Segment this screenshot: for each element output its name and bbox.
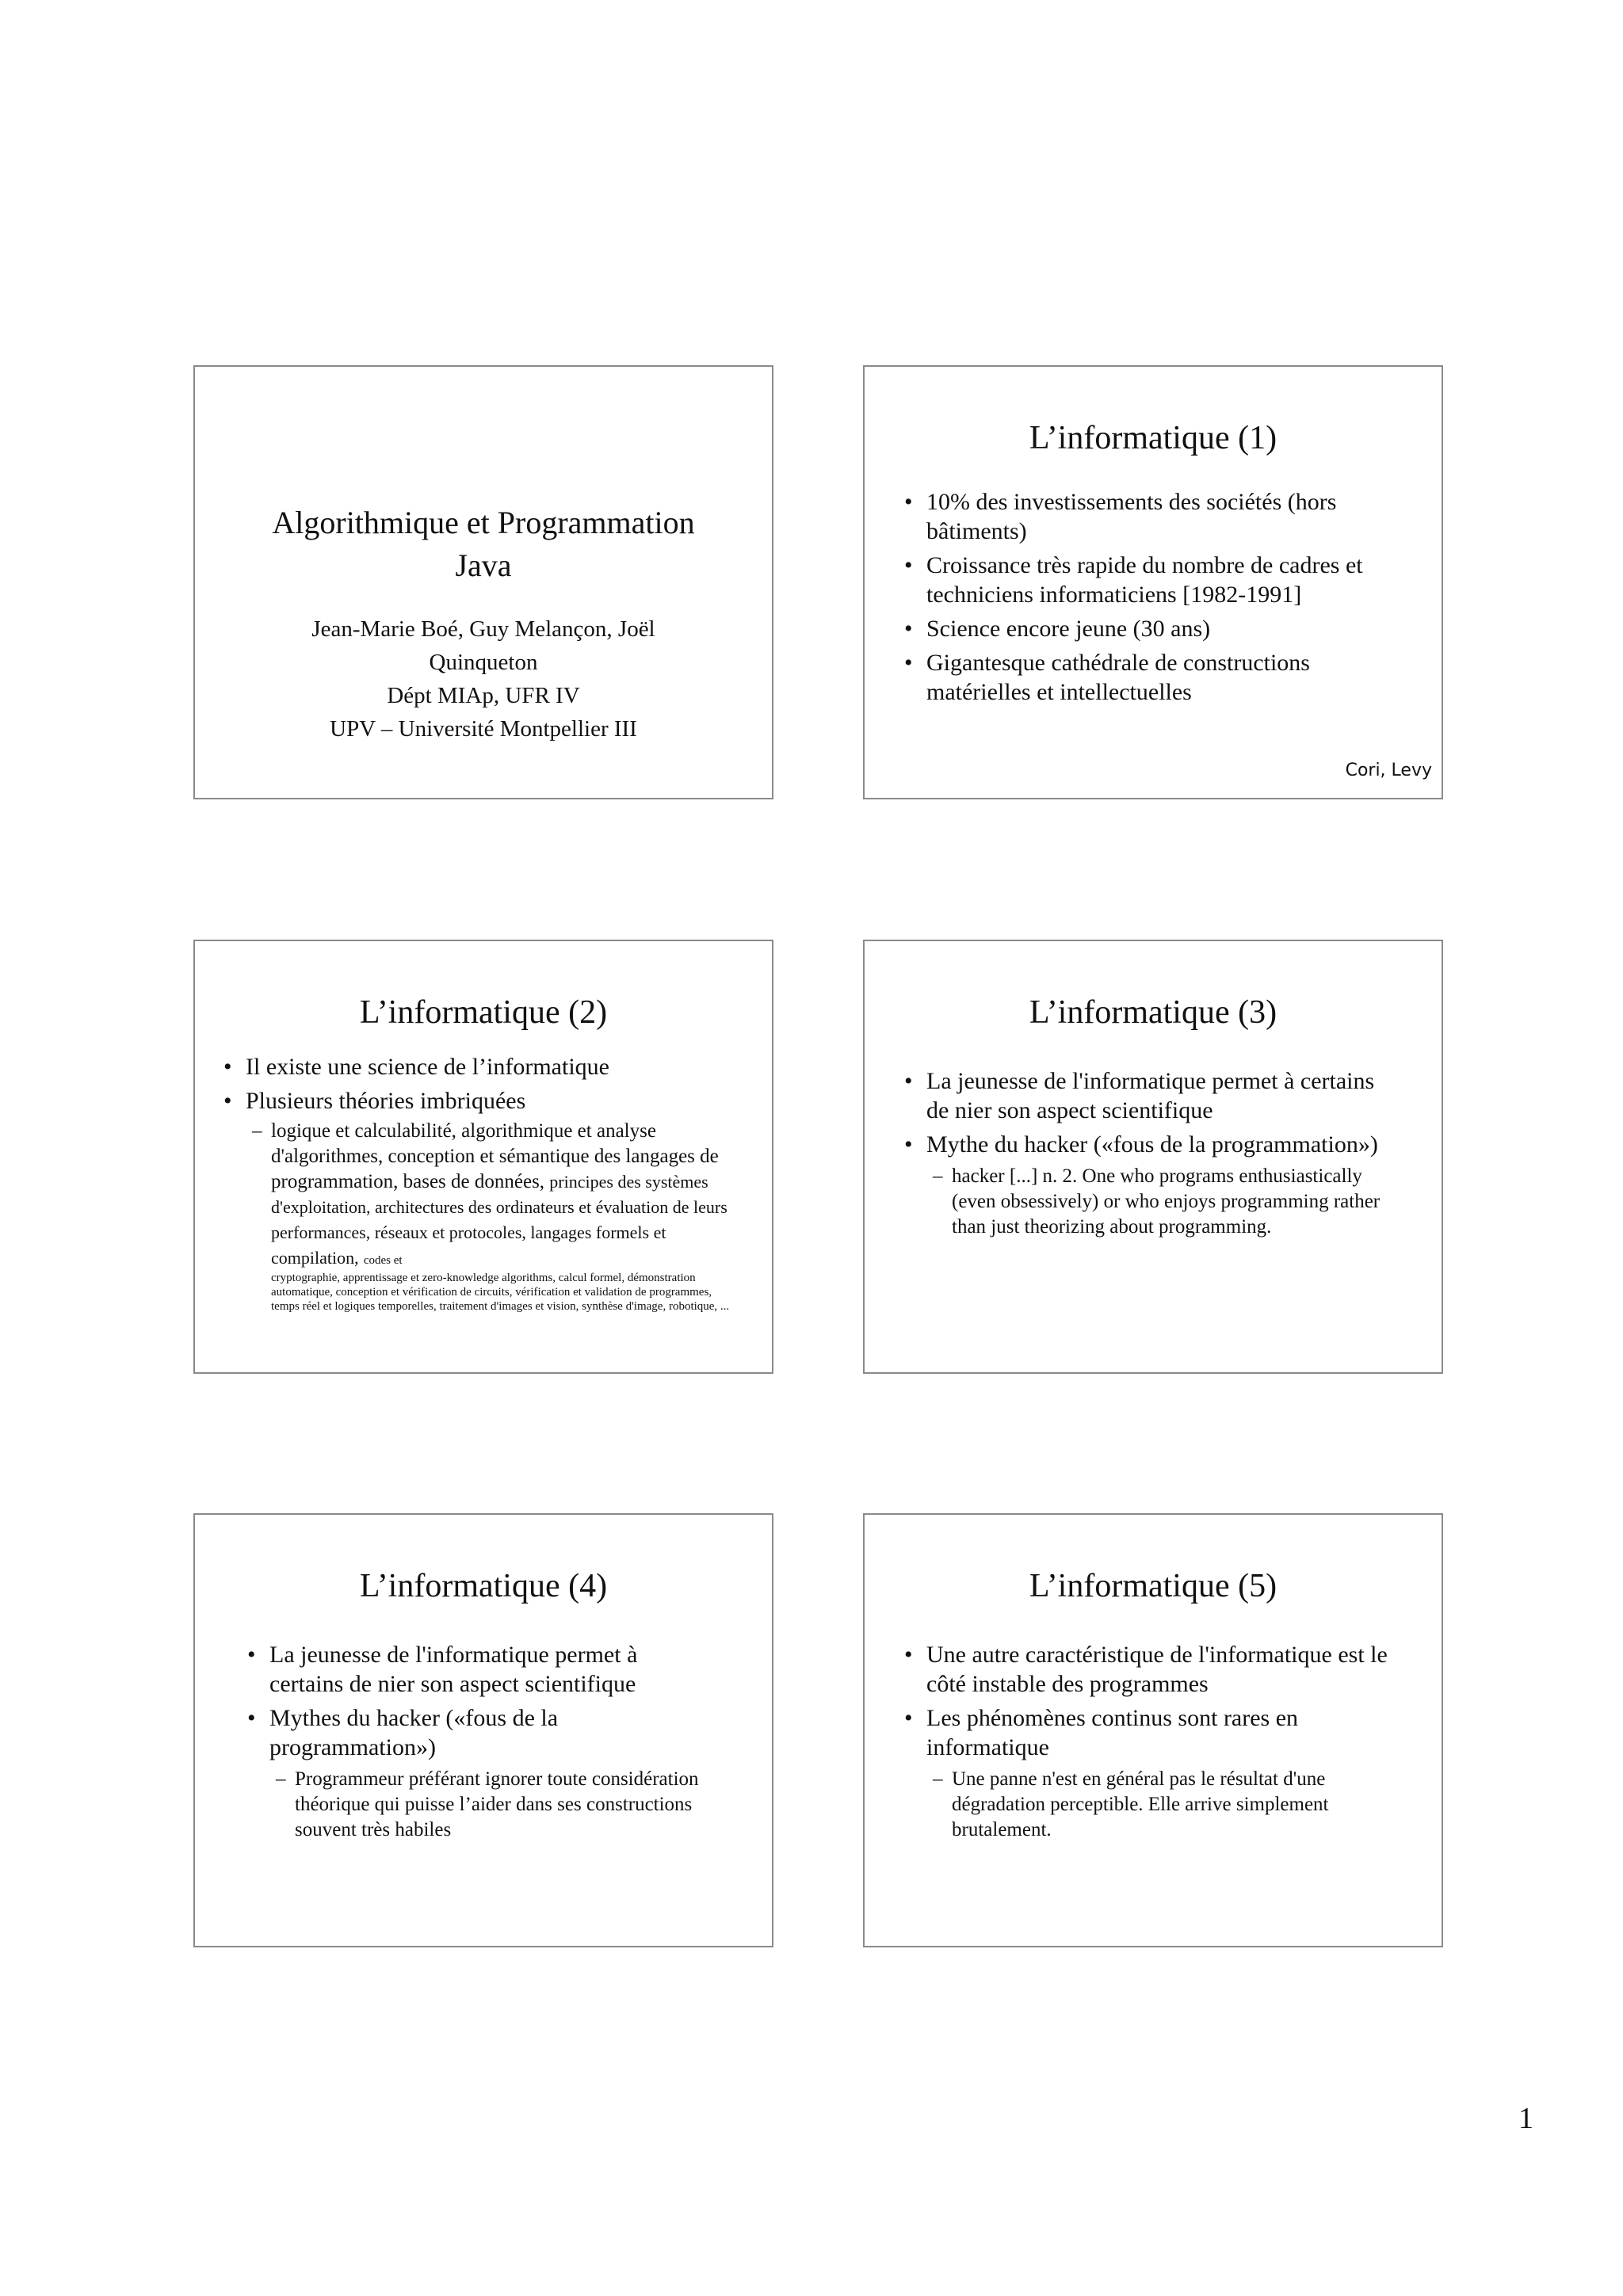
- bullet: • 10% des investissements des sociétés (hors bâtiments): [904, 487, 1402, 546]
- bullet: • Il existe une science de l’informatique: [223, 1052, 740, 1081]
- slide-title: L’informatique (5): [1029, 1568, 1277, 1604]
- slide-informatique-4: [193, 1513, 773, 1947]
- slide-informatique-3: [863, 940, 1443, 1374]
- slide-title: L’informatique (1): [1029, 420, 1277, 456]
- bullet: • La jeunesse de l'informatique permet à certains de nier son aspect scientifique: [904, 1066, 1402, 1125]
- theories-main: logique et calculabilité, algorithmique et analyse d'algorithmes, conception et sémantique des langages de programmation, bases de données,: [271, 1120, 719, 1192]
- slide-body: [904, 1640, 1402, 1848]
- university: UPV – Université Montpellier III: [330, 716, 637, 742]
- sub-bullet: – Une panne n'est en général pas le résultat d'une dégradation perceptible. Elle arrive simplement brutalement.: [926, 1767, 1402, 1843]
- bullet: • Plusieurs théories imbriquées – logique et calculabilité, algorithmique et analyse d'algorithmes, conception et sémantique des langages de programmation, bases de données, principes des systèmes d'exploitation, architectures des ordinateurs et évaluation de leurs performances, réseaux et protocoles, langages formels et compilation, codes et cryptographie, apprentissage et zero-knowledge algorithms, calcul formel, démonstration automatique, conception et vérification de circuits, vérification et validation de programmes, temps réel et logiques temporelles, traitement d'images et vision, synthèse d'image, robotique, ...: [223, 1086, 740, 1314]
- theories-mid: principes des systèmes d'exploitation, architectures des ordinateurs et évaluation de leurs performances, réseaux et protocoles, langages formels et compilation,: [271, 1172, 727, 1268]
- sub-bullet: – Programmeur préférant ignorer toute considération théorique qui puisse l’aider dans ses constructions souvent très habiles: [269, 1767, 716, 1843]
- sub-bullet: [246, 1119, 740, 1314]
- sub-bullet: – hacker [...] n. 2. One who programs enthusiastically (even obsessively) or who enjoys programming rather than just theorizing about programming.: [926, 1164, 1402, 1240]
- credit: Cori, Levy: [1345, 761, 1432, 780]
- slide-body: [223, 1052, 740, 1318]
- slide-title: L’informatique (3): [1029, 994, 1277, 1031]
- bullet: • La jeunesse de l'informatique permet à certains de nier son aspect scientifique: [247, 1640, 716, 1699]
- slide-body: [904, 487, 1402, 711]
- author-block: [242, 612, 724, 746]
- bullet: • Mythes du hacker («fous de la programmation») – Programmeur préférant ignorer toute considération théorique qui puisse l’aider dans ses constructions souvent très habiles: [247, 1703, 716, 1843]
- slide-body: [904, 1066, 1402, 1245]
- bullet: • Science encore jeune (30 ans): [904, 614, 1402, 643]
- bullet: • Gigantesque cathédrale de constructions matérielles et intellectuelles: [904, 648, 1402, 707]
- slide-title: [193, 365, 773, 799]
- department: Dépt MIAp, UFR IV: [387, 683, 580, 708]
- bullet: • Une autre caractéristique de l'informatique est le côté instable des programmes: [904, 1640, 1402, 1699]
- slide-body: [247, 1640, 716, 1848]
- bullet: • Mythe du hacker («fous de la programmation») – hacker [...] n. 2. One who programs enthusiastically (even obsessively) or who enjoys programming rather than just theorizing about programming.: [904, 1130, 1402, 1240]
- theories-tiny: cryptographie, apprentissage et zero-knowledge algorithms, calcul formel, démonstration automatique, conception et vérification de circuits, vérification et validation de programmes, temps réel et logiques temporelles, traitement d'images et vision, synthèse d'image, robotique, ...: [271, 1272, 730, 1313]
- authors-line: Jean-Marie Boé, Guy Melançon, Joël: [311, 616, 655, 642]
- course-title: Algorithmique et Programmation Java: [272, 505, 695, 583]
- slide-informatique-1: [863, 365, 1443, 799]
- authors-line-2: Quinqueton: [429, 650, 538, 675]
- bullet: • Croissance très rapide du nombre de cadres et techniciens informaticiens [1982-1991]: [904, 551, 1402, 609]
- theories-tiny-inline: codes et: [363, 1254, 403, 1267]
- bullet: • Les phénomènes continus sont rares en informatique – Une panne n'est en général pas le résultat d'une dégradation perceptible. Elle arrive simplement brutalement.: [904, 1703, 1402, 1843]
- slide-informatique-5: [863, 1513, 1443, 1947]
- slide-title: L’informatique (2): [359, 994, 608, 1031]
- page-number: 1: [1518, 2102, 1533, 2135]
- slide-informatique-2: [193, 940, 773, 1374]
- slide-title: L’informatique (4): [359, 1568, 608, 1604]
